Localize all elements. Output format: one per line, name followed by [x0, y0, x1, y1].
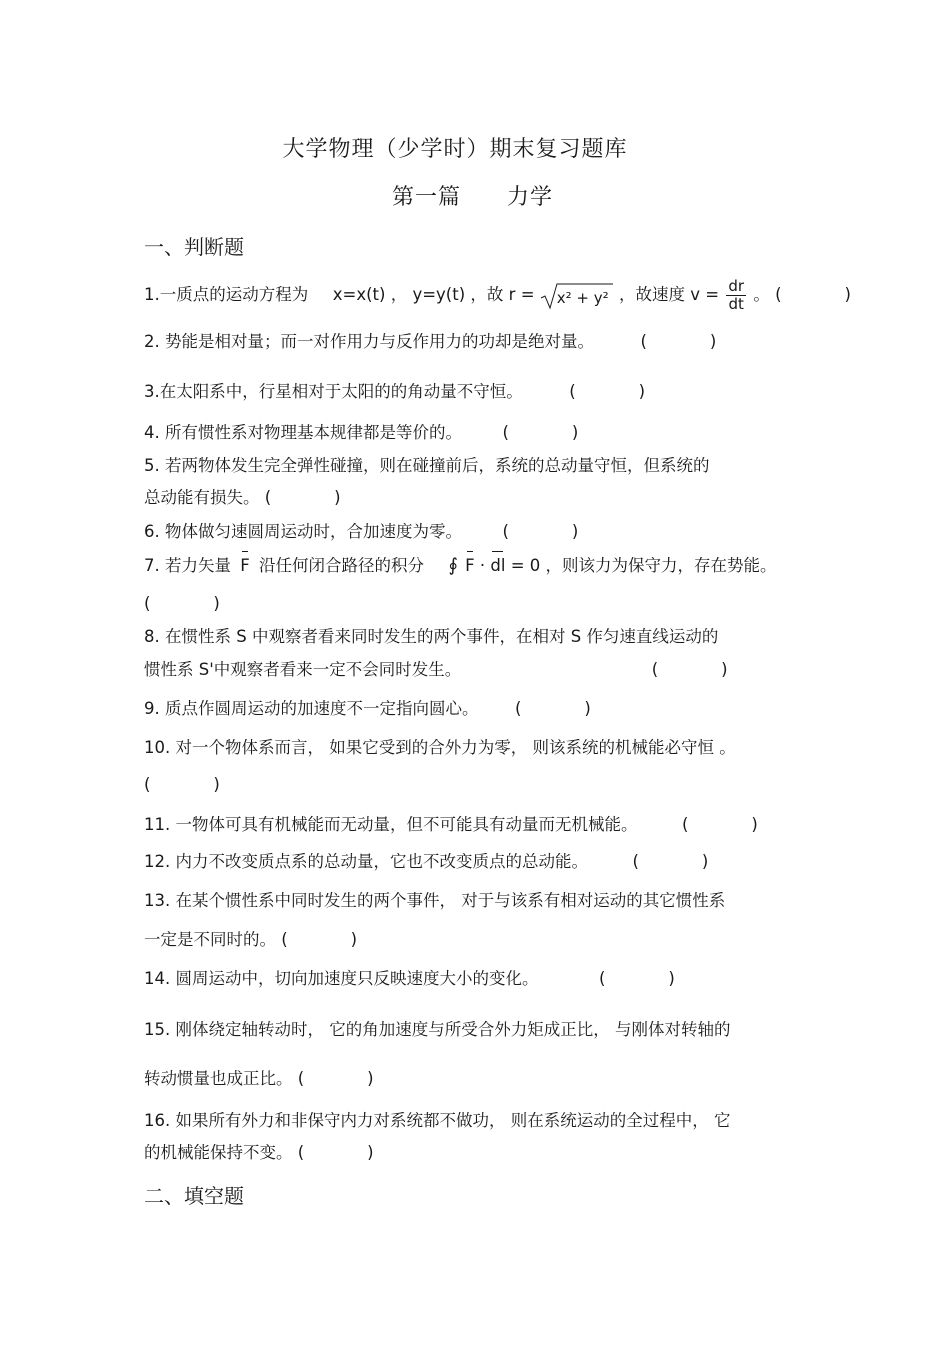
answer-blank-6[interactable]: ( ) [502, 522, 579, 541]
question-10-line-1: 10. 对一个物体系而言， 如果它受到的合外力为零， 则该系统的机械能必守恒 。 [144, 738, 736, 757]
question-16-line-2 [144, 1142, 374, 1164]
part-heading [392, 180, 553, 211]
q5-line-2-text: 总动能有损失。 [144, 488, 260, 507]
question-1 [144, 278, 851, 313]
q1-radicand: x² + y² [556, 288, 609, 307]
q6-text: 6. 物体做匀速圆周运动时，合加速度为零。 [144, 522, 462, 541]
answer-blank-4[interactable]: ( ) [502, 423, 579, 442]
q7-prefix: 7. 若力矢量 [144, 556, 231, 575]
question-15-line-1: 15. 刚体绕定轴转动时， 它的角加速度与所受合外力矩成正比， 与刚体对转轴的 [144, 1020, 731, 1039]
section-heading-judgment: 一、判断题 [144, 235, 244, 259]
question-13-line-2 [144, 929, 357, 951]
q1-frac-numerator: dr [728, 277, 745, 295]
q7-equals-zero: = 0 [510, 556, 541, 575]
q7-dot: · [479, 556, 486, 575]
q2-text: 2. 势能是相对量；而一对作用力与反作用力的功却是绝对量。 [144, 332, 594, 351]
q11-text: 11. 一物体可具有机械能而无动量，但不可能具有动量而无机械能。 [144, 815, 638, 834]
q1-prefix: 1.一质点的运动方程为 [144, 285, 309, 304]
question-15-line-2 [144, 1068, 374, 1090]
question-9 [144, 698, 591, 720]
answer-blank-12[interactable]: ( ) [632, 852, 709, 871]
q1-sep1: ， [390, 285, 408, 304]
q16-line-2-text: 的机械能保持不变。 [144, 1143, 293, 1162]
question-3 [144, 381, 645, 403]
question-8-line-1: 8. 在惯性系 S 中观察者看来同时发生的两个事件，在相对 S 作匀速直线运动的 [144, 627, 719, 646]
question-6 [144, 521, 578, 543]
q1-suffix: 。 [753, 285, 770, 304]
answer-blank-14[interactable]: ( ) [599, 969, 675, 988]
question-14 [144, 968, 675, 990]
part-label: 第一篇 [392, 185, 462, 210]
q1-sep2: ，故 r [470, 285, 516, 304]
question-8-line-2 [144, 659, 728, 681]
question-11 [144, 814, 758, 836]
q7-force-vector: F [240, 556, 250, 575]
q3-text: 3.在太阳系中，行星相对于太阳的的角动量不守恒。 [144, 382, 523, 401]
q4-text: 4. 所有惯性系对物理基本规律都是等价的。 [144, 423, 462, 442]
answer-blank-9[interactable]: ( ) [515, 699, 591, 718]
q7-force-vector-2: F [465, 556, 475, 575]
section-heading-fill-blank: 二、填空题 [144, 1184, 244, 1208]
q1-frac-denominator: dt [728, 295, 744, 313]
q14-text: 14. 圆周运动中，切向加速度只反映速度大小的变化。 [144, 969, 539, 988]
answer-blank-8[interactable]: ( ) [651, 660, 728, 679]
question-12 [144, 851, 708, 873]
question-5-line-2 [144, 487, 341, 509]
q7-dl-vector: dl [490, 556, 506, 575]
q15-line-2-text: 转动惯量也成正比。 [144, 1069, 293, 1088]
q7-mid: 沿任何闭合路径的积分 [259, 556, 424, 575]
q1-fraction [726, 278, 746, 313]
question-4 [144, 422, 578, 444]
question-7-answer-line [144, 593, 220, 615]
question-5-line-1: 5. 若两物体发生完全弹性碰撞，则在碰撞前后，系统的总动量守恒，但系统的 [144, 456, 710, 475]
question-7 [144, 555, 777, 577]
answer-blank-16[interactable]: ( ) [297, 1143, 374, 1162]
q1-eq2: y=y(t) [412, 285, 466, 304]
q13-line-2-text: 一定是不同时的。 [144, 930, 276, 949]
q1-mid: ，故速度 v = [619, 285, 720, 304]
q7-suffix: ，则该力为保守力，存在势能。 [545, 556, 777, 575]
answer-blank-7[interactable]: ( ) [144, 594, 220, 613]
document-title: 大学物理（少学时）期末复习题库 [282, 137, 628, 162]
contour-integral-symbol: ∮ [448, 555, 458, 576]
answer-blank-11[interactable]: ( ) [682, 815, 758, 834]
answer-blank-5[interactable]: ( ) [264, 488, 341, 507]
q9-text: 9. 质点作圆周运动的加速度不一定指向圆心。 [144, 699, 479, 718]
answer-blank-13[interactable]: ( ) [281, 930, 358, 949]
q1-eq1: x=x(t) [332, 285, 386, 304]
part-name: 力学 [507, 185, 554, 210]
question-2 [144, 331, 716, 353]
q1-eq-sign: = [520, 285, 535, 304]
answer-blank-2[interactable]: ( ) [640, 332, 717, 351]
answer-blank-15[interactable]: ( ) [297, 1069, 374, 1088]
question-10-answer-line [144, 774, 220, 796]
sqrt-symbol [540, 282, 614, 310]
answer-blank-10[interactable]: ( ) [144, 775, 220, 794]
answer-blank-3[interactable]: ( ) [569, 382, 646, 401]
question-13-line-1: 13. 在某个惯性系中同时发生的两个事件， 对于与该系有相对运动的其它惯性系 [144, 891, 726, 910]
q12-text: 12. 内力不改变质点系的总动量，它也不改变质点的总动能。 [144, 852, 588, 871]
answer-blank-1[interactable]: ( ) [775, 285, 851, 304]
question-16-line-1: 16. 如果所有外力和非保守内力对系统都不做功， 则在系统运动的全过程中， 它 [144, 1111, 731, 1130]
q8-line-2-text: 惯性系 S'中观察者看来一定不会同时发生。 [144, 660, 462, 679]
